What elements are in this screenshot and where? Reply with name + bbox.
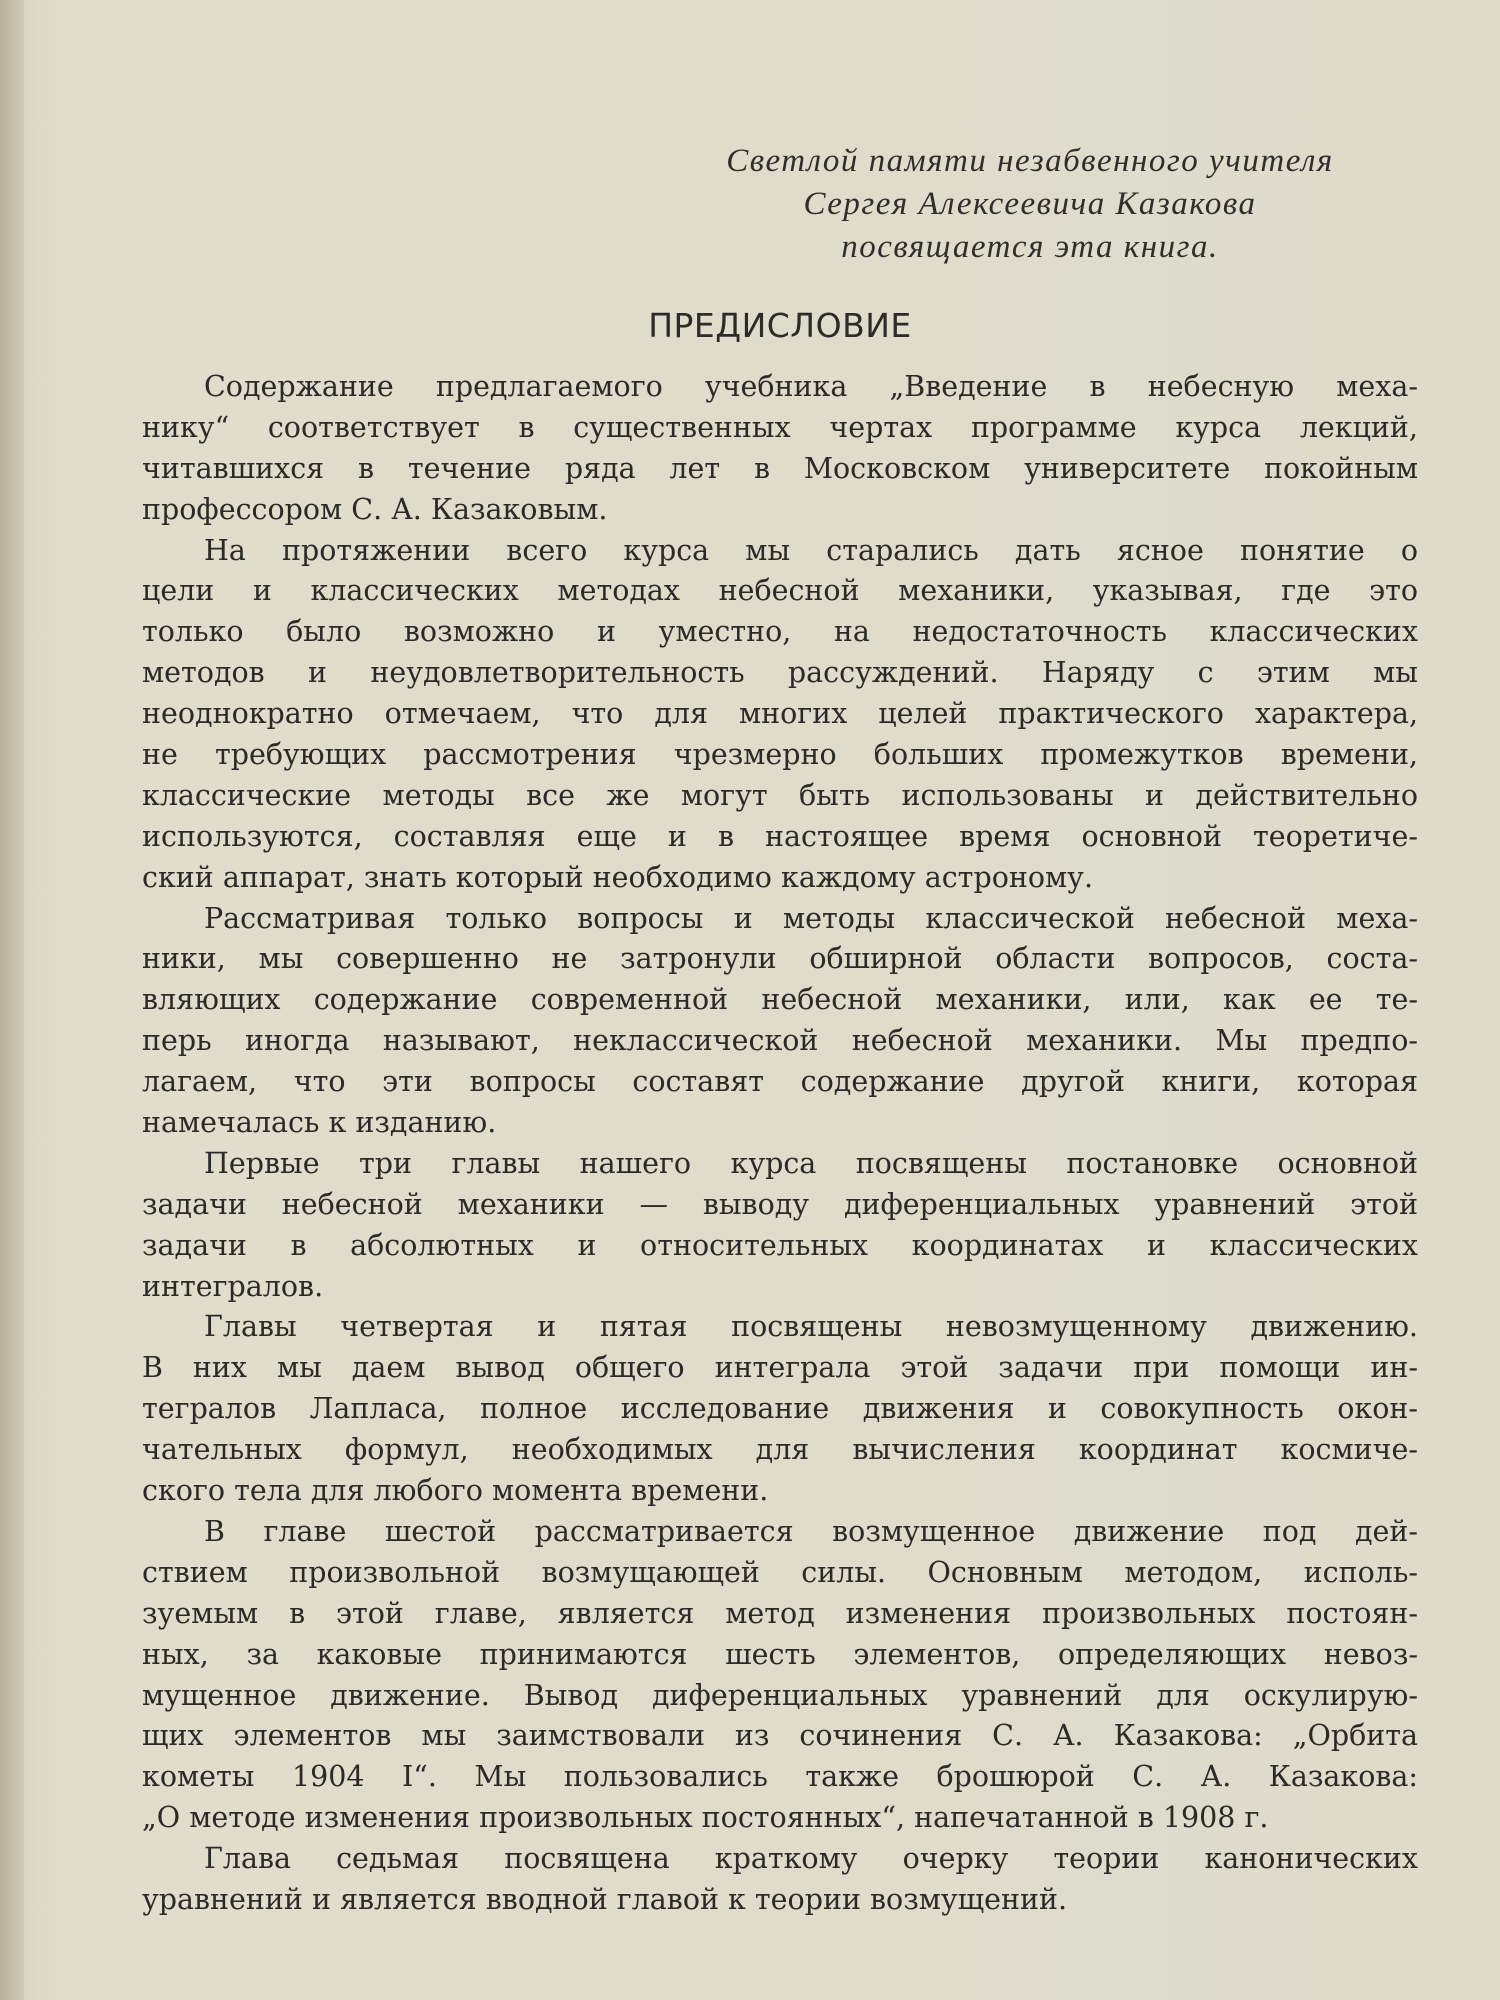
text-line: лагаем, что эти вопросы составят содержание другой книги, которая <box>142 1065 1418 1099</box>
text-line: интегралов. <box>142 1269 324 1303</box>
text-line: перь иногда называют, неклассической небесной механики. Мы предпо- <box>142 1024 1418 1058</box>
text-line: Глава седьмая посвящена краткому очерку теории канонических <box>204 1842 1418 1876</box>
text-line: ники, мы совершенно не затронули обширной области вопросов, соста- <box>142 942 1418 976</box>
paragraph <box>142 1144 1418 1308</box>
text-line: уравнений и является вводной главой к теории возмущений. <box>142 1882 1068 1916</box>
text-line: В главе шестой рассматривается возмущенное движение под дей- <box>204 1514 1418 1548</box>
text-line: неоднократно отмечаем, что для многих целей практического характера, <box>142 697 1418 731</box>
text-line: Главы четвертая и пятая посвящены невозмущенному движению. <box>204 1310 1418 1344</box>
text-line: классические методы все же могут быть использованы и действительно <box>142 778 1418 812</box>
text-line: не требующих рассмотрения чрезмерно больших промежутков времени, <box>142 738 1418 772</box>
text-line: зуемым в этой главе, является метод изменения произвольных постоян- <box>142 1596 1418 1630</box>
paragraph <box>142 1839 1418 1921</box>
preface-body <box>142 367 1418 1921</box>
text-line: щих элементов мы заимствовали из сочинения С. А. Казакова: „Орбита <box>142 1719 1418 1753</box>
text-line: задачи в абсолютных и относительных координатах и классических <box>142 1228 1418 1262</box>
page-title: ПРЕДИСЛОВИЕ <box>648 306 912 345</box>
text-line: Рассматривая только вопросы и методы классической небесной меха- <box>204 901 1418 935</box>
text-line: „О методе изменения произвольных постоянных“, напечатанной в 1908 г. <box>142 1801 1269 1835</box>
text-line: ского тела для любого момента времени. <box>142 1474 769 1508</box>
text-line: задачи небесной механики — выводу диференциальных уравнений этой <box>142 1187 1418 1221</box>
text-line: кометы 1904 I“. Мы пользовались также брошюрой С. А. Казакова: <box>142 1760 1418 1794</box>
paragraph <box>142 1307 1418 1511</box>
text-line: ский аппарат, знать который необходимо каждому астроному. <box>142 860 1094 894</box>
text-line: Содержание предлагаемого учебника „Введение в небесную меха- <box>204 370 1418 403</box>
text-line: ных, за каковые принимаются шесть элементов, определяющих невоз- <box>142 1637 1418 1671</box>
text-line: На протяжении всего курса мы старались дать ясное понятие о <box>204 533 1418 567</box>
page-binding-edge <box>0 0 24 2000</box>
paragraph <box>142 899 1418 1144</box>
text-line: только было возможно и уместно, на недостаточность классических <box>142 615 1418 649</box>
text-line: цели и классических методах небесной механики, указывая, где это <box>142 574 1418 608</box>
text-line: намечалась к изданию. <box>142 1106 497 1140</box>
paragraph <box>142 1512 1418 1839</box>
text-line: Первые три главы нашего курса посвящены постановке основной <box>204 1146 1418 1180</box>
text-line: мущенное движение. Вывод диференциальных уравнений для оскулирую- <box>142 1678 1418 1712</box>
dedication <box>640 140 1420 269</box>
text-line: чательных формул, необходимых для вычисления координат космиче- <box>142 1433 1418 1467</box>
text-line: нику“ соответствует в существенных чертах программе курса лекций, <box>142 410 1418 444</box>
text-line: используются, составляя еще и в настоящее время основной теоретиче- <box>142 819 1418 853</box>
text-line: читавшихся в течение ряда лет в Московском университете покойным <box>142 451 1418 485</box>
paragraph <box>142 367 1418 531</box>
dedication-line: посвящается эта книга. <box>841 229 1219 265</box>
text-line: вляющих содержание современной небесной механики, или, как ее те- <box>142 983 1418 1017</box>
paragraph <box>142 531 1418 899</box>
text-line: В них мы даем вывод общего интеграла этой задачи при помощи ин- <box>142 1351 1418 1385</box>
text-line: тегралов Лапласа, полное исследование движения и совокупность окон- <box>142 1392 1418 1426</box>
dedication-line: Сергея Алексеевича Казакова <box>803 186 1257 222</box>
text-line: профессором С. А. Казаковым. <box>142 492 608 526</box>
text-line: методов и неудовлетворительность рассуждений. Наряду с этим мы <box>142 656 1418 690</box>
dedication-line: Светлой памяти незабвенного учителя <box>726 143 1334 179</box>
text-line: ствием произвольной возмущающей силы. Основным методом, исполь- <box>142 1555 1418 1589</box>
